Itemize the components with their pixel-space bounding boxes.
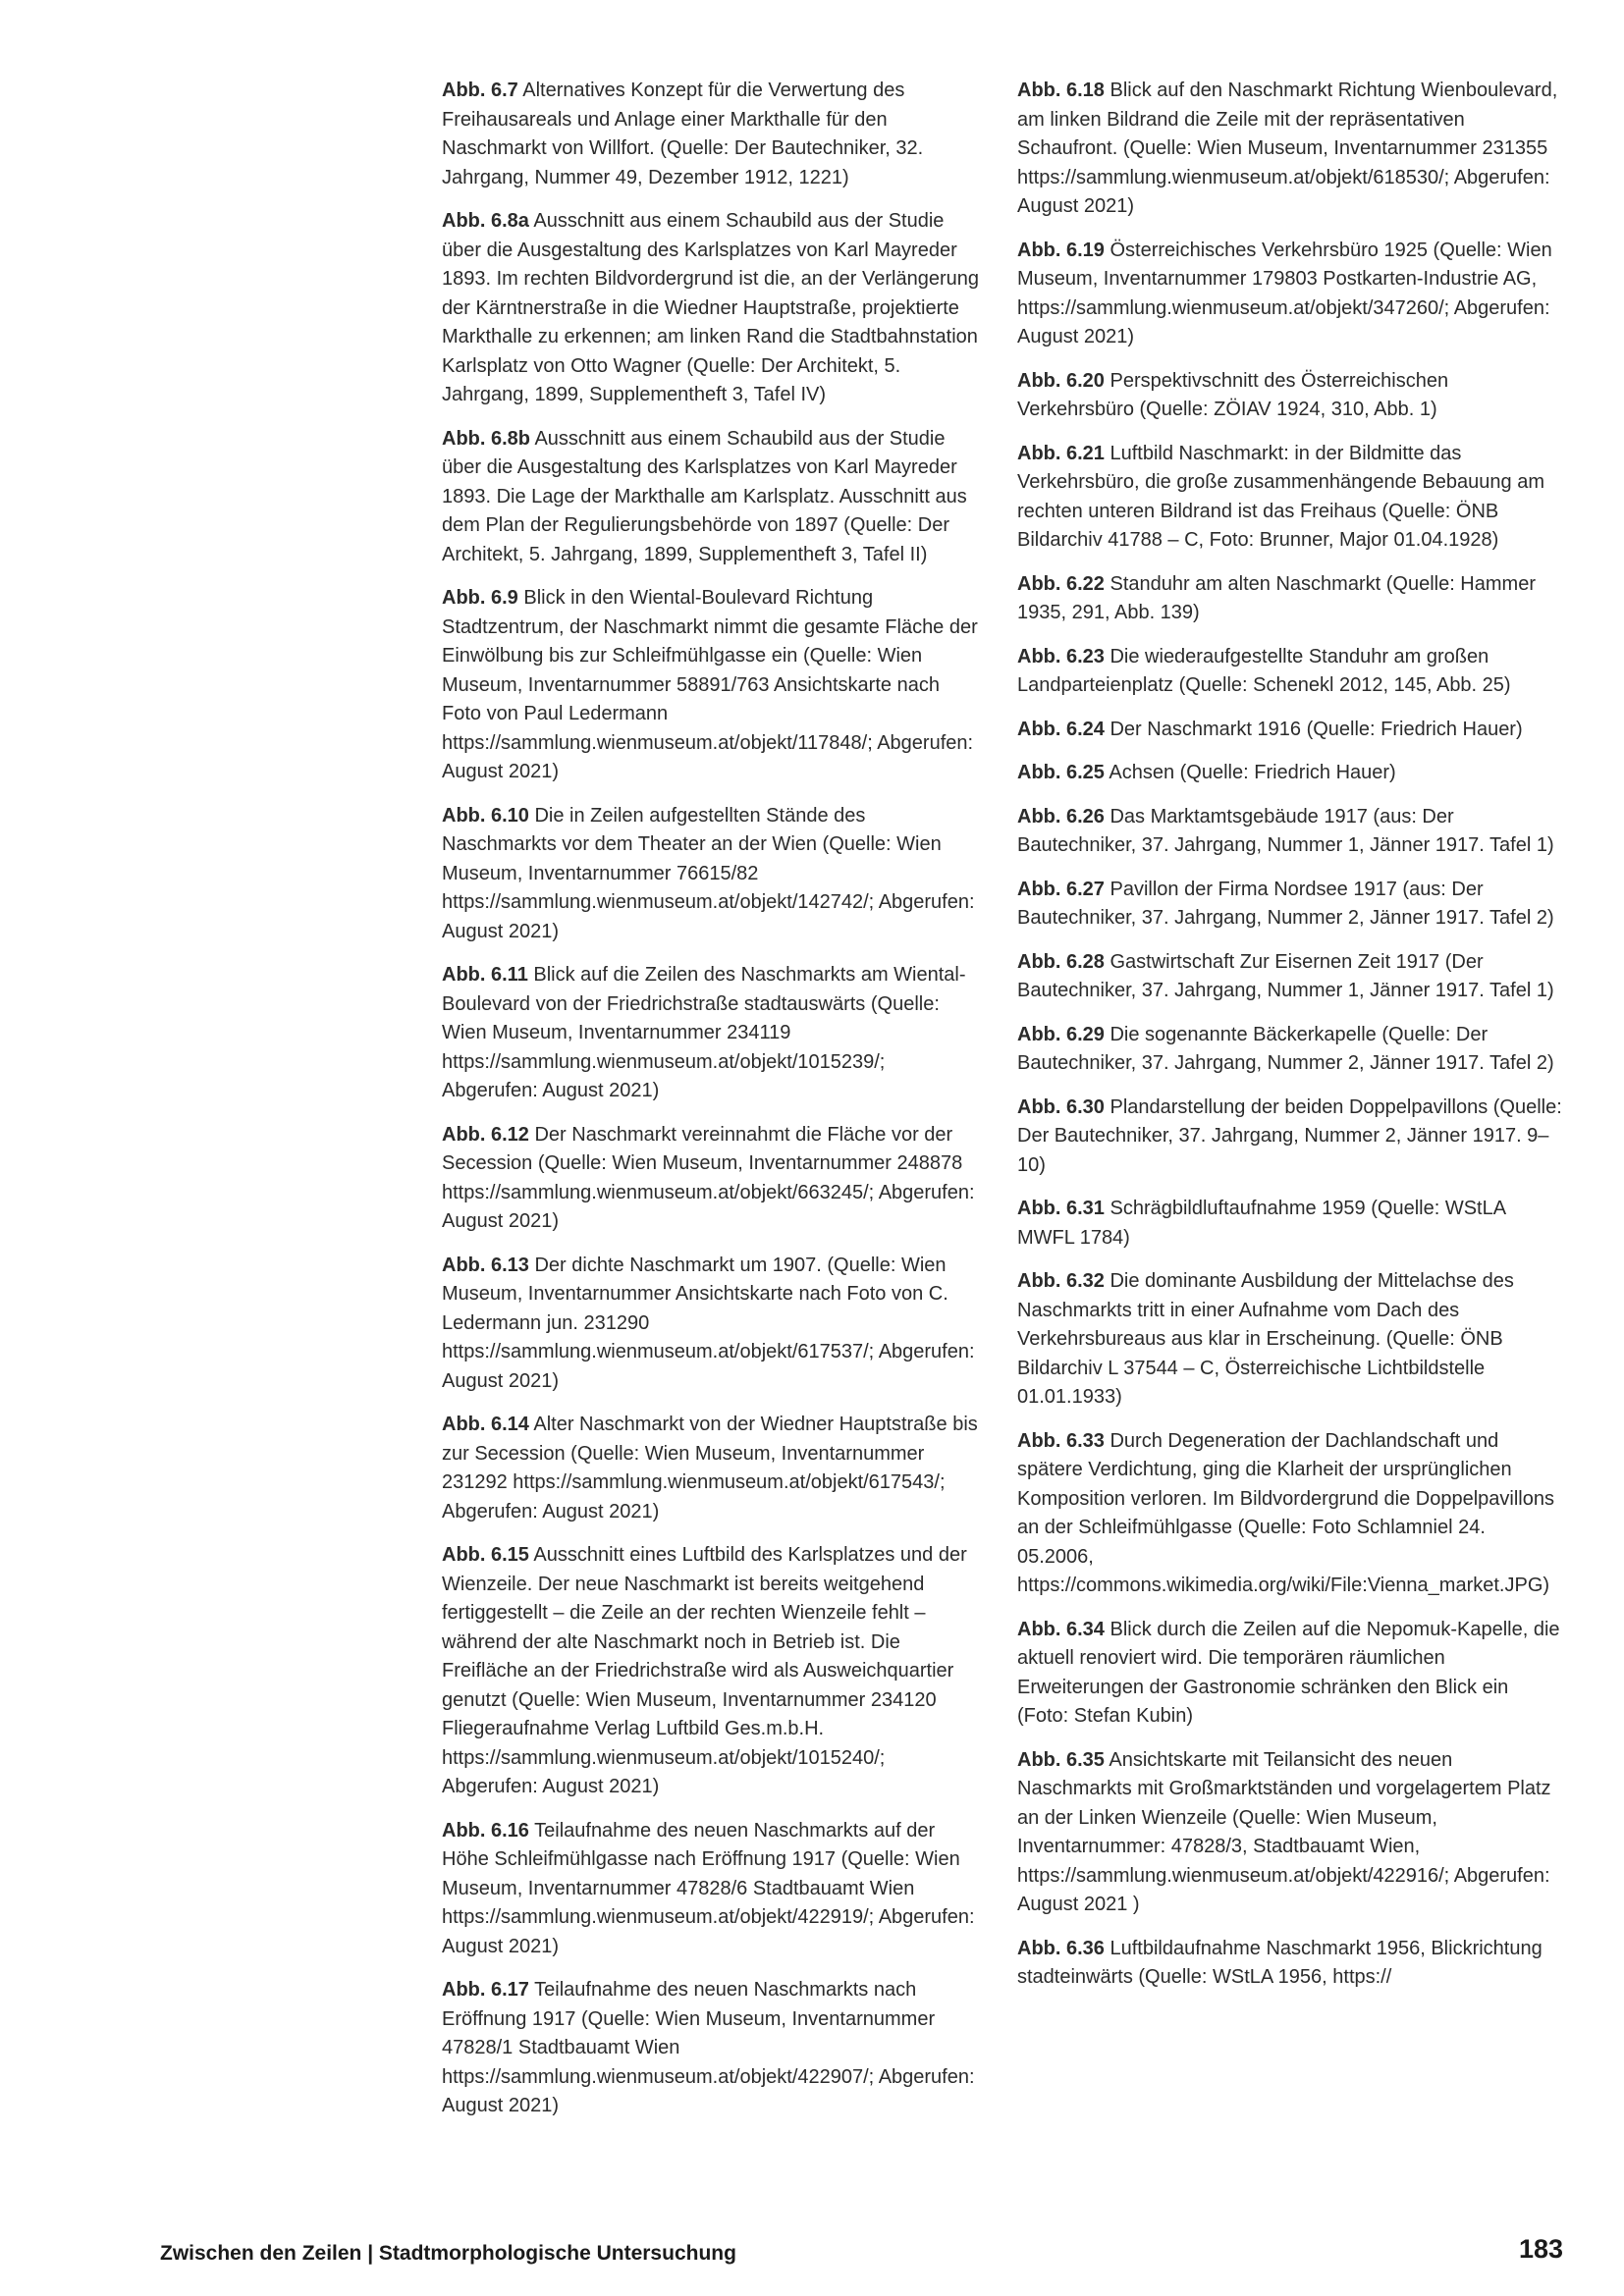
caption-text: Der dichte Naschmarkt um 1907. (Quelle: Wien Museum, Inventarnummer Ansichtskarte nach Foto von C. Ledermann jun. 231290 https://sammlung.wienmuseum.at/objekt/617537/; Abgerufen: August 2021) (442, 1254, 975, 1392)
caption-text: Das Marktamtsgebäude 1917 (aus: Der Bautechniker, 37. Jahrgang, Nummer 1, Jänner 1917. Tafel 1) (1017, 805, 1554, 856)
caption-text: Die wiederaufgestellte Standuhr am großen Landparteienplatz (Quelle: Schenekl 2012, 145, Abb. 25) (1017, 645, 1511, 696)
figure-caption (1017, 1267, 1562, 1413)
caption-text: Schrägbildluftaufnahme 1959 (Quelle: WStLA MWFL 1784) (1017, 1198, 1505, 1249)
caption-text: Die in Zeilen aufgestellten Stände des Naschmarkts vor dem Theater an der Wien (Quelle: Wien Museum, Inventarnummer 76615/82 https://sammlung.wienmuseum.at/objekt/142742/; Abgerufen: August 2021) (442, 804, 975, 942)
figure-number: Abb. 6.29 (1017, 1023, 1105, 1045)
caption-text: Blick auf die Zeilen des Naschmarkts am Wiental-Boulevard von der Friedrichstraße stadtauswärts (Quelle: Wien Museum, Inventarnummer 234119 https://sammlung.wienmuseum.at/objekt/1015239/; Abgerufen: August 2021) (442, 964, 966, 1101)
caption-text: Teilaufnahme des neuen Naschmarkts nach Eröffnung 1917 (Quelle: Wien Museum, Inventarnummer 47828/1 Stadtbauamt Wien https://sammlung.wienmuseum.at/objekt/422907/; Abgerufen: August 2021) (442, 1979, 975, 2116)
figure-number: Abb. 6.35 (1017, 1748, 1105, 1771)
figure-caption (442, 1252, 982, 1397)
figure-number: Abb. 6.25 (1017, 762, 1105, 783)
caption-text: Perspektivschnitt des Österreichischen Verkehrsbüro (Quelle: ZÖIAV 1924, 310, Abb. 1) (1017, 369, 1449, 420)
caption-column-right (1017, 77, 1562, 2007)
figure-number: Abb. 6.13 (442, 1254, 529, 1276)
caption-text: Ausschnitt aus einem Schaubild aus der Studie über die Ausgestaltung des Karlsplatzes von Karl Mayreder 1893. Die Lage der Markthalle am Karlsplatz. Ausschnitt aus dem Plan der Regulierungsbehörde von 1897 (Quelle: Der Architekt, 5. Jahrgang, 1899, Supplementheft 3, Tafel II) (442, 427, 967, 565)
figure-caption (442, 425, 982, 570)
caption-text: Blick auf den Naschmarkt Richtung Wienboulevard, am linken Bildrand die Zeile mit der repräsentativen Schaufront. (Quelle: Wien Museum, Inventarnummer 231355 https://sammlung.wienmuseum.at/objekt/618530/; Abgerufen: August 2021) (1017, 80, 1558, 217)
caption-text: Die sogenannte Bäckerkapelle (Quelle: Der Bautechniker, 37. Jahrgang, Nummer 2, Jänner 1917. Tafel 2) (1017, 1023, 1554, 1074)
figure-number: Abb. 6.18 (1017, 80, 1105, 101)
figure-caption (1017, 803, 1562, 861)
caption-text: Pavillon der Firma Nordsee 1917 (aus: Der Bautechniker, 37. Jahrgang, Nummer 2, Jänner 1917. Tafel 2) (1017, 878, 1554, 929)
figure-caption (1017, 1746, 1562, 1920)
figure-caption (1017, 77, 1562, 222)
figure-number: Abb. 6.9 (442, 587, 518, 609)
figure-number: Abb. 6.11 (442, 964, 528, 986)
caption-text: Plandarstellung der beiden Doppelpavillons (Quelle: Der Bautechniker, 37. Jahrgang, Nummer 2, Jänner 1917. 9–10) (1017, 1095, 1562, 1176)
caption-text: Achsen (Quelle: Friedrich Hauer) (1109, 762, 1396, 783)
figure-caption (442, 1411, 982, 1526)
figure-number: Abb. 6.10 (442, 804, 529, 827)
caption-text: Die dominante Ausbildung der Mittelachse des Naschmarkts tritt in einer Aufnahme vom Dach des Verkehrsbureaus aus klar in Erscheinung. (Quelle: ÖNB Bildarchiv L 37544 – C, Österreichische Lichtbildstelle 01.01.1933) (1017, 1270, 1514, 1408)
figure-caption (1017, 367, 1562, 425)
page-number: 183 (1518, 2234, 1563, 2264)
figure-caption (1017, 1021, 1562, 1079)
figure-caption (1017, 876, 1562, 934)
caption-text: Luftbild Naschmarkt: in der Bildmitte das Verkehrsbüro, die große zusammenhängende Bebauung am rechten unteren Bildrand ist das Freihaus (Quelle: ÖNB Bildarchiv 41788 – C, Foto: Brunner, Major 01.04.1928) (1017, 442, 1545, 551)
figure-caption (1017, 1616, 1562, 1732)
caption-text: Blick in den Wiental-Boulevard Richtung Stadtzentrum, der Naschmarkt nimmt die gesamte Fläche der Einwölbung bis zur Schleifmühlgasse ein (Quelle: Wien Museum, Inventarnummer 58891/763 Ansichtskarte nach Foto von Paul Ledermann https://sammlung.wienmuseum.at/objekt/117848/; Abgerufen: August 2021) (442, 587, 978, 782)
figure-caption (1017, 948, 1562, 1006)
figure-caption (442, 1976, 982, 2121)
figure-caption (1017, 440, 1562, 556)
caption-text: Ansichtskarte mit Teilansicht des neuen Naschmarkts mit Großmarktständen und vorgelagertem Platz an der Linken Wienzeile (Quelle: Wien Museum, Inventarnummer: 47828/3, Stadtbauamt Wien, https://sammlung.wienmuseum.at/objekt/422916/; Abgerufen: August 2021 ) (1017, 1748, 1551, 1915)
caption-text: Der Naschmarkt 1916 (Quelle: Friedrich Hauer) (1110, 718, 1523, 740)
figure-number: Abb. 6.22 (1017, 572, 1105, 595)
caption-text: Luftbildaufnahme Naschmarkt 1956, Blickrichtung stadteinwärts (Quelle: WStLA 1956, https:// (1017, 1937, 1543, 1988)
caption-text: Österreichisches Verkehrsbüro 1925 (Quelle: Wien Museum, Inventarnummer 179803 Postkarten-Industrie AG, https://sammlung.wienmuseum.at/objekt/347260/; Abgerufen: August 2021) (1017, 239, 1552, 347)
figure-caption (442, 1121, 982, 1237)
figure-number: Abb. 6.7 (442, 80, 518, 101)
figure-number: Abb. 6.16 (442, 1819, 529, 1842)
figure-caption (1017, 237, 1562, 352)
figure-caption (442, 802, 982, 947)
caption-text: Alter Naschmarkt von der Wiedner Hauptstraße bis zur Secession (Quelle: Wien Museum, Inventarnummer 231292 https://sammlung.wienmuseum.at/objekt/617543/; Abgerufen: August 2021) (442, 1414, 978, 1522)
figure-caption (442, 77, 982, 192)
figure-caption (442, 207, 982, 410)
figure-number: Abb. 6.36 (1017, 1937, 1105, 1959)
figure-number: Abb. 6.14 (442, 1414, 529, 1435)
figure-number: Abb. 6.15 (442, 1544, 529, 1566)
caption-column-left (442, 77, 982, 2136)
figure-caption (1017, 759, 1562, 788)
figure-number: Abb. 6.26 (1017, 805, 1105, 828)
figure-caption (1017, 1195, 1562, 1253)
figure-caption (1017, 570, 1562, 628)
caption-text: Teilaufnahme des neuen Naschmarkts auf der Höhe Schleifmühlgasse nach Eröffnung 1917 (Quelle: Wien Museum, Inventarnummer 47828/6 Stadtbauamt Wien https://sammlung.wienmuseum.at/objekt/422919/; Abgerufen: August 2021) (442, 1819, 975, 1957)
figure-number: Abb. 6.32 (1017, 1270, 1105, 1292)
figure-number: Abb. 6.23 (1017, 645, 1105, 667)
footer-title: Zwischen den Zeilen | Stadtmorphologische Untersuchung (160, 2242, 736, 2265)
figure-caption (1017, 716, 1562, 745)
figure-number: Abb. 6.27 (1017, 878, 1105, 900)
figure-number: Abb. 6.19 (1017, 239, 1105, 261)
figure-caption (442, 961, 982, 1106)
figure-caption (442, 584, 982, 787)
figure-number: Abb. 6.34 (1017, 1618, 1105, 1640)
figure-caption (1017, 1935, 1562, 1993)
figure-number: Abb. 6.33 (1017, 1429, 1105, 1452)
figure-number: Abb. 6.20 (1017, 369, 1105, 392)
caption-text: Der Naschmarkt vereinnahmt die Fläche vor der Secession (Quelle: Wien Museum, Inventarnummer 248878 https://sammlung.wienmuseum.at/objekt/663245/; Abgerufen: August 2021) (442, 1123, 975, 1232)
caption-text: Durch Degeneration der Dachlandschaft und spätere Verdichtung, ging die Klarheit der ursprünglichen Komposition verloren. Im Bildvordergrund die Doppelpavillons an der Schleifmühlgasse (Quelle: Foto Schlamniel 24. 05.2006, https://commons.wikimedia.org/wiki/File:Vienna_market.JPG) (1017, 1429, 1554, 1596)
figure-caption (442, 1541, 982, 1802)
figure-caption (1017, 643, 1562, 701)
figure-number: Abb. 6.31 (1017, 1198, 1105, 1219)
caption-text: Alternatives Konzept für die Verwertung des Freihausareals und Anlage einer Markthalle für den Naschmarkt von Willfort. (Quelle: Der Bautechniker, 32. Jahrgang, Nummer 49, Dezember 1912, 1221) (442, 80, 924, 188)
figure-number: Abb. 6.12 (442, 1123, 529, 1146)
caption-text: Standuhr am alten Naschmarkt (Quelle: Hammer 1935, 291, Abb. 139) (1017, 572, 1536, 623)
figure-caption (1017, 1427, 1562, 1601)
figure-number: Abb. 6.28 (1017, 950, 1105, 973)
figure-number: Abb. 6.8b (442, 427, 531, 450)
figure-number: Abb. 6.30 (1017, 1095, 1105, 1118)
figure-number: Abb. 6.17 (442, 1979, 529, 2001)
caption-text: Blick durch die Zeilen auf die Nepomuk-Kapelle, die aktuell renoviert wird. Die temporären räumlichen Erweiterungen der Gastronomie schränken den Blick ein (Foto: Stefan Kubin) (1017, 1618, 1560, 1727)
figure-number: Abb. 6.8a (442, 210, 529, 232)
caption-text: Gastwirtschaft Zur Eisernen Zeit 1917 (Der Bautechniker, 37. Jahrgang, Nummer 1, Jänner 1917. Tafel 1) (1017, 950, 1554, 1001)
figure-number: Abb. 6.24 (1017, 718, 1105, 740)
figure-number: Abb. 6.21 (1017, 442, 1105, 464)
caption-text: Ausschnitt aus einem Schaubild aus der Studie über die Ausgestaltung des Karlsplatzes von Karl Mayreder 1893. Im rechten Bildvordergrund ist die, an der Verlängerung der Kärntnerstraße in die Wiedner Hauptstraße, projektierte Markthalle zu erkennen; am linken Rand die Stadtbahnstation Karlsplatz von Otto Wagner (Quelle: Der Architekt, 5. Jahrgang, 1899, Supplementheft 3, Tafel IV) (442, 210, 980, 405)
caption-text: Ausschnitt eines Luftbild des Karlsplatzes und der Wienzeile. Der neue Naschmarkt ist bereits weitgehend fertiggestellt – die Zeile an der rechten Wienzeile fehlt – während der alte Naschmarkt noch in Betrieb ist. Die Freifläche an der Friedrichstraße wird als Ausweichquartier genutzt (Quelle: Wien Museum, Inventarnummer 234120 Fliegeraufnahme Verlag Luftbild Ges.m.b.H. https://sammlung.wienmuseum.at/objekt/1015240/; Abgerufen: August 2021) (442, 1544, 967, 1797)
figure-caption (442, 1817, 982, 1962)
figure-caption (1017, 1094, 1562, 1181)
